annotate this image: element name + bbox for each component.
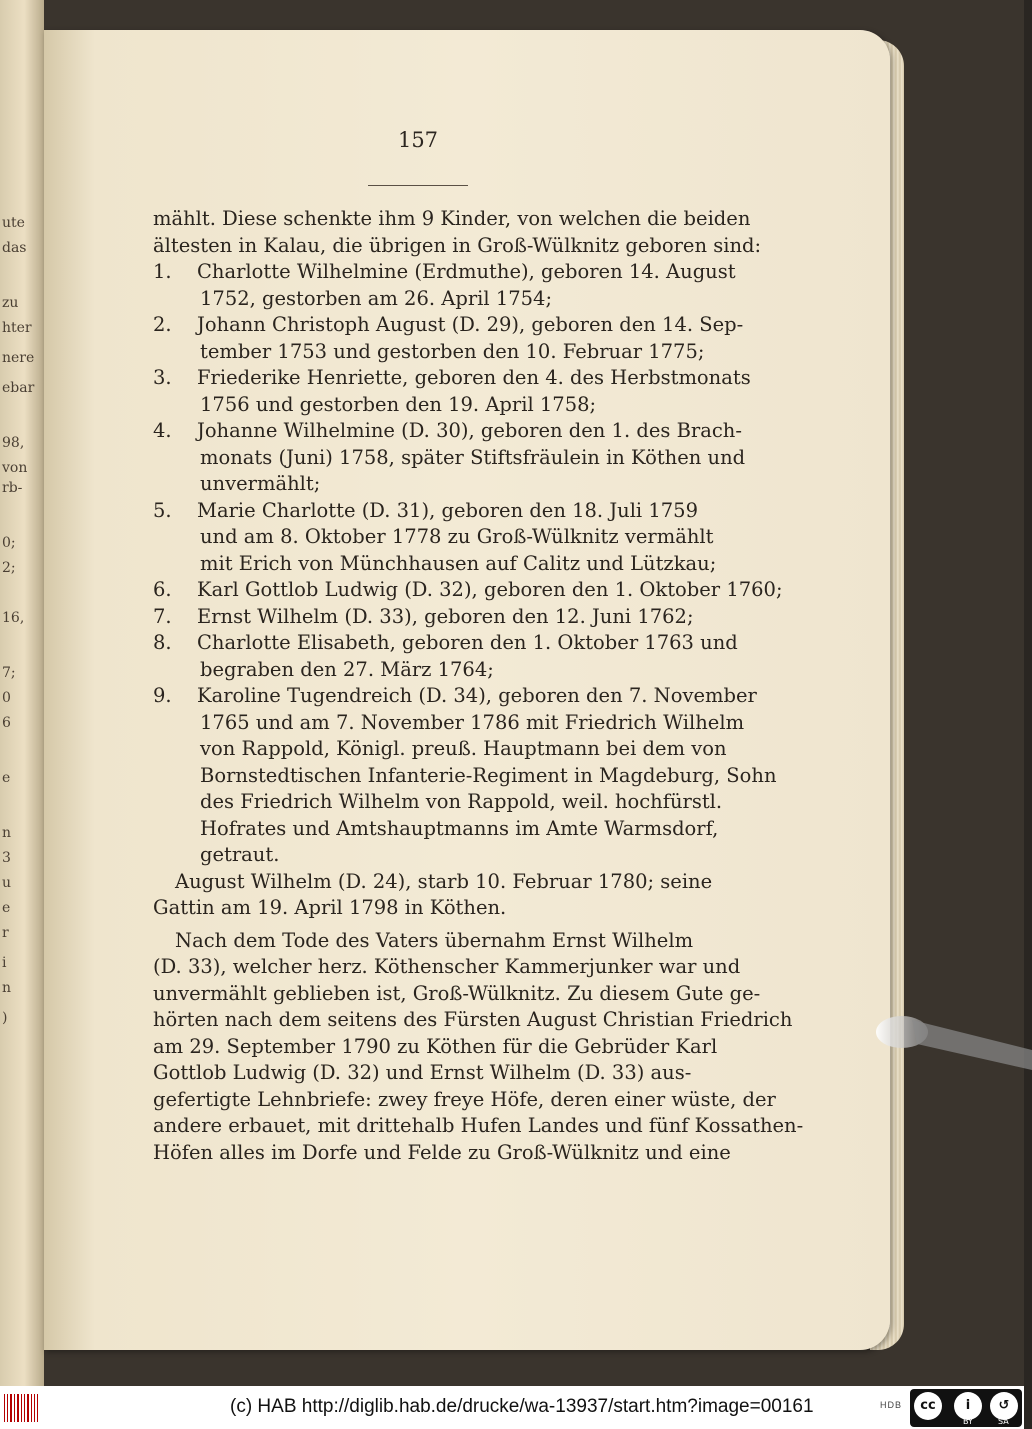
line-text: Karl Gottlob Ludwig (D. 32), geboren den 1. Oktober 1760; [197, 578, 783, 601]
line-text: 1765 und am 7. November 1786 mit Friedrich Wilhelm [200, 710, 745, 734]
left-page-fragment: 6 [2, 715, 11, 731]
text-line [153, 604, 694, 631]
text-line [153, 869, 713, 896]
text-line [153, 763, 777, 790]
line-text: 1756 und gestorben den 19. April 1758; [200, 392, 597, 416]
line-text: Hofrates und Amtshauptmanns im Amte Warmsdorf, [200, 816, 719, 840]
text-line [153, 928, 694, 955]
text-line [153, 259, 736, 286]
line-text: mählt. Diese schenkte ihm 9 Kinder, von welchen die beiden [153, 207, 751, 230]
list-number: 9. [153, 684, 172, 707]
text-line [153, 365, 751, 392]
text-line [153, 312, 744, 339]
text-line [153, 683, 757, 710]
line-text: andere erbauet, mit drittehalb Hufen Landes und fünf Kossathen- [153, 1114, 804, 1137]
line-text: gefertigte Lehnbriefe: zwey freye Höfe, deren einer wüste, der [153, 1087, 776, 1111]
list-number: 5. [153, 498, 172, 522]
line-text: (D. 33), welcher herz. Köthenscher Kammerjunker war und [153, 955, 741, 978]
text-line [153, 1113, 804, 1140]
footer-bar [0, 1386, 1024, 1429]
text-line [153, 736, 727, 763]
left-page-fragment: 7; [2, 665, 16, 681]
list-number: 8. [153, 631, 172, 654]
text-line [153, 339, 705, 366]
text-line [153, 895, 687, 922]
left-page-fragment: r [2, 925, 9, 941]
left-page-fragment: von [2, 460, 28, 476]
left-page-fragment: 98, [2, 435, 25, 451]
text-line [153, 657, 687, 684]
header-rule [368, 185, 468, 186]
barcode-icon [4, 1394, 38, 1422]
footer-copyright-link[interactable]: (c) HAB http://diglib.hab.de/drucke/wa-13937/start.htm?image=00161 [230, 1396, 814, 1417]
line-text: monats (Juni) 1758, später Stiftsfräulein in Köthen und [200, 445, 746, 469]
line-text: Höfen alles im Dorfe und Felde zu Groß-Wülknitz und eine [153, 1140, 731, 1164]
barcode-bar [27, 1394, 29, 1422]
line-text: unvermählt geblieben ist, Groß-Wülknitz. Zu diesem Gute ge- [153, 981, 761, 1005]
text-line [153, 816, 719, 843]
left-page-fragment: n [2, 825, 12, 841]
text-line [153, 1034, 718, 1061]
text-line [153, 1140, 731, 1167]
barcode-bar [14, 1394, 15, 1422]
text-line [153, 392, 687, 419]
left-page-fragment: 2; [2, 560, 16, 576]
barcode-bar [34, 1394, 35, 1422]
barcode-bar [7, 1394, 8, 1422]
line-text: Gottlob Ludwig (D. 32) und Ernst Wilhelm (D. 33) aus- [153, 1061, 692, 1084]
line-text: ältesten in Kalau, die übrigen in Groß-Wülknitz geboren sind: [153, 233, 762, 257]
page-body [153, 206, 804, 1166]
line-text: Charlotte Wilhelmine (Erdmuthe), geboren 14. August [197, 260, 736, 283]
text-line [153, 1007, 793, 1034]
barcode-bar [17, 1394, 18, 1422]
left-page-fragment: u [2, 875, 12, 891]
left-page-fragment: 0 [2, 690, 11, 706]
footer-mini-label: HDB [880, 1400, 903, 1410]
line-text: 1752, gestorben am 26. April 1754; [200, 286, 553, 310]
left-page-fragment: ) [2, 1010, 8, 1026]
line-text: getraut. [200, 843, 280, 866]
barcode-bar [10, 1394, 12, 1422]
line-text: des Friedrich Wilhelm von Rappold, weil. hochfürstl. [200, 790, 723, 813]
barcode-bar [21, 1394, 22, 1422]
barcode-bar [37, 1394, 38, 1422]
by-label: BY [963, 1417, 973, 1426]
left-page-fragment: n [2, 980, 12, 996]
text-line [153, 842, 687, 869]
barcode-bar [4, 1394, 5, 1422]
left-page-fragment: hter [2, 320, 32, 336]
left-page-fragment: 3 [2, 850, 11, 866]
list-number: 1. [153, 260, 172, 283]
line-text: Karoline Tugendreich (D. 34), geboren den 7. November [197, 684, 757, 707]
page-number: 157 [397, 128, 439, 152]
line-text: Marie Charlotte (D. 31), geboren den 18. Juli 1759 [197, 498, 698, 522]
list-number: 4. [153, 419, 172, 442]
text-line [153, 789, 723, 816]
left-page-fragment: zu [2, 295, 19, 311]
line-text: tember 1753 und gestorben den 10. Februar 1775; [200, 339, 705, 363]
light-reflection-icon [872, 1010, 1032, 1070]
line-text: begraben den 27. März 1764; [200, 657, 494, 681]
line-text: Friederike Henriette, geboren den 4. des Herbstmonats [197, 366, 751, 389]
list-number: 2. [153, 313, 172, 336]
barcode-bar [24, 1394, 25, 1422]
barcode-bar [31, 1394, 32, 1422]
text-line [153, 981, 761, 1008]
left-page-fragment: 0; [2, 535, 16, 551]
by-icon: i [954, 1392, 982, 1420]
left-page-fragment: nere [2, 350, 35, 366]
text-line [153, 206, 751, 233]
line-text: mit Erich von Münchhausen auf Calitz und Lützkau; [200, 551, 717, 575]
left-page-fragment: e [2, 900, 11, 916]
left-page-fragment: rb- [2, 480, 23, 496]
line-text: Bornstedtischen Infanterie-Regiment in Magdeburg, Sohn [200, 763, 777, 787]
cc-icon: cc [914, 1392, 942, 1420]
text-line [153, 1087, 776, 1114]
text-line [153, 1060, 692, 1087]
line-text: am 29. September 1790 zu Köthen für die Gebrüder Karl [153, 1034, 718, 1058]
sa-icon: ↺ [990, 1392, 1018, 1420]
text-line [153, 954, 741, 981]
left-page-fragment: 16, [2, 610, 25, 626]
sa-label: SA [998, 1417, 1009, 1426]
list-number: 7. [153, 604, 172, 628]
text-line [153, 577, 783, 604]
text-line [153, 498, 698, 525]
line-text: Ernst Wilhelm (D. 33), geboren den 12. Juni 1762; [197, 604, 694, 628]
line-text: Gattin am 19. April 1798 in Köthen. [153, 896, 507, 919]
left-page-strip [0, 0, 44, 1386]
left-page-fragment: ute [2, 215, 25, 231]
line-text: Johanne Wilhelmine (D. 30), geboren den 1. des Brach- [197, 419, 742, 442]
line-text: Nach dem Tode des Vaters übernahm Ernst Wilhelm [175, 928, 694, 952]
line-text: hörten nach dem seitens des Fürsten August Christian Friedrich [153, 1008, 793, 1031]
text-line [153, 524, 714, 551]
text-line [153, 471, 687, 498]
text-line [153, 630, 738, 657]
left-page-fragment: e [2, 770, 11, 786]
line-text: von Rappold, Königl. preuß. Hauptmann bei dem von [200, 737, 727, 760]
left-page-fragment: ebar [2, 380, 35, 396]
text-line [153, 418, 742, 445]
text-line [153, 551, 717, 578]
line-text: August Wilhelm (D. 24), starb 10. Februar 1780; seine [175, 869, 713, 893]
cc-license-badge[interactable] [910, 1389, 1022, 1427]
line-text: Johann Christoph August (D. 29), geboren den 14. Sep- [197, 313, 744, 336]
left-page-fragment: i [2, 955, 7, 971]
list-number: 3. [153, 366, 172, 389]
text-line [153, 233, 762, 260]
line-text: unvermählt; [200, 472, 321, 495]
text-line [153, 445, 746, 472]
left-page-fragment: das [2, 240, 27, 256]
list-number: 6. [153, 578, 172, 601]
text-line [153, 710, 745, 737]
text-line [153, 286, 687, 313]
line-text: Charlotte Elisabeth, geboren den 1. Oktober 1763 und [197, 631, 738, 654]
line-text: und am 8. Oktober 1778 zu Groß-Wülknitz vermählt [200, 525, 714, 548]
